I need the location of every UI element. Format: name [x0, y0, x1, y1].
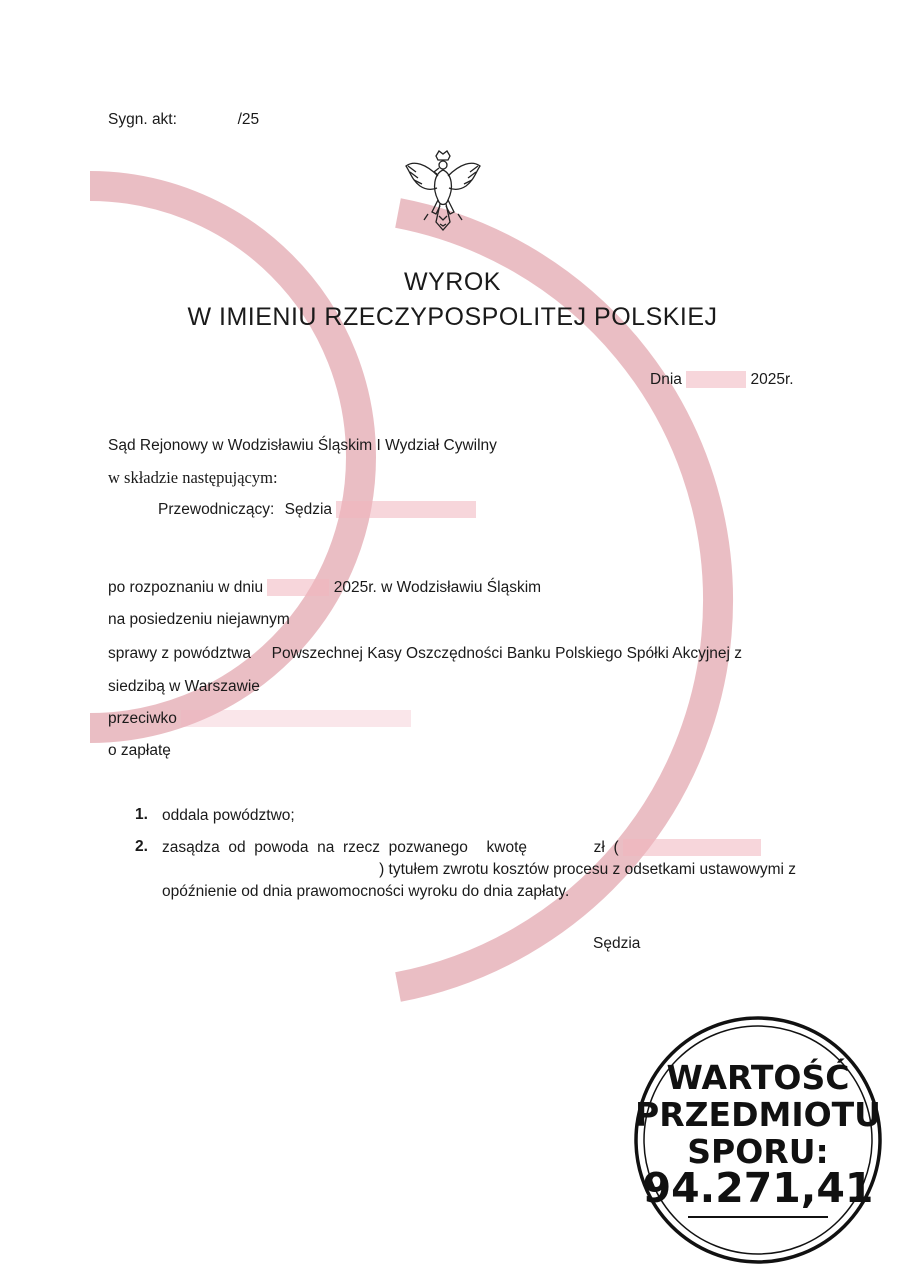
claim-prefix: sprawy z powództwa: [108, 645, 252, 662]
polish-eagle-icon: [404, 150, 482, 234]
ruling-number: 2.: [135, 838, 148, 855]
defendant-line: [108, 709, 411, 729]
dispute-value-stamp: [632, 1014, 884, 1266]
ruling-text-part: zasądza od powoda na rzecz pozwanego: [162, 839, 468, 856]
against-label: przeciwko: [108, 710, 177, 727]
presiding-judge: [158, 500, 476, 520]
judge-label: Sędzia: [284, 501, 333, 518]
judgment-title: WYROK: [404, 268, 501, 296]
claim-line: [108, 644, 742, 664]
judge-signature: Sędzia: [593, 935, 641, 952]
redacted-judge-name: [336, 501, 476, 518]
ruling-number: 1.: [135, 806, 148, 823]
signature-suffix: /25: [237, 111, 260, 128]
presiding-label: Przewodniczący:: [158, 501, 275, 518]
consideration-date: [108, 578, 541, 598]
stamp-line-1: WARTOŚĆ: [666, 1058, 850, 1097]
judgment-date: [650, 370, 794, 390]
considered-suffix: 2025r. w Wodzisławiu Śląskim: [333, 579, 542, 596]
session-type: na posiedzeniu niejawnym: [108, 611, 290, 628]
claimant-name: Powszechnej Kasy Oszczędności Banku Polskiego Spółki Akcyjnej z: [271, 645, 743, 662]
ruling-text-part: kwotę: [486, 839, 528, 856]
date-prefix: Dnia: [650, 371, 682, 388]
redacted-amount-words: [623, 839, 761, 856]
court-name: Sąd Rejonowy w Wodzisławiu Śląskim I Wydział Cywilny: [108, 437, 497, 454]
case-subject: o zapłatę: [108, 742, 171, 759]
judgment-subtitle: W IMIENIU RZECZYPOSPOLITEJ POLSKIEJ: [187, 303, 718, 331]
ruling-text-line3: opóźnienie od dnia prawomocności wyroku do dnia zapłaty.: [162, 883, 570, 900]
considered-prefix: po rozpoznaniu w dniu: [108, 579, 264, 596]
stamp-line-2: PRZEDMIOTU: [635, 1095, 881, 1134]
ruling-text: oddala powództwo;: [162, 807, 295, 824]
stamp-line-3: SPORU:: [687, 1132, 829, 1171]
ruling-text-part: ) tytułem zwrotu kosztów procesu z odsetkami ustawowymi z: [379, 861, 796, 878]
date-suffix: 2025r.: [750, 371, 794, 388]
ruling-text-line1: [162, 838, 761, 858]
court-composition: w składzie następującym:: [108, 468, 278, 487]
redacted-date: [686, 371, 746, 388]
ruling-text-line2: [162, 860, 796, 880]
redacted-consideration-date: [267, 579, 329, 596]
case-signature: [108, 110, 259, 130]
ruling-text-part: zł (: [593, 839, 619, 856]
redacted-defendant: [181, 710, 411, 727]
signature-label: Sygn. akt:: [108, 111, 177, 128]
stamp-value: 94.271,41: [642, 1164, 874, 1212]
claimant-seat: siedzibą w Warszawie: [108, 678, 260, 695]
